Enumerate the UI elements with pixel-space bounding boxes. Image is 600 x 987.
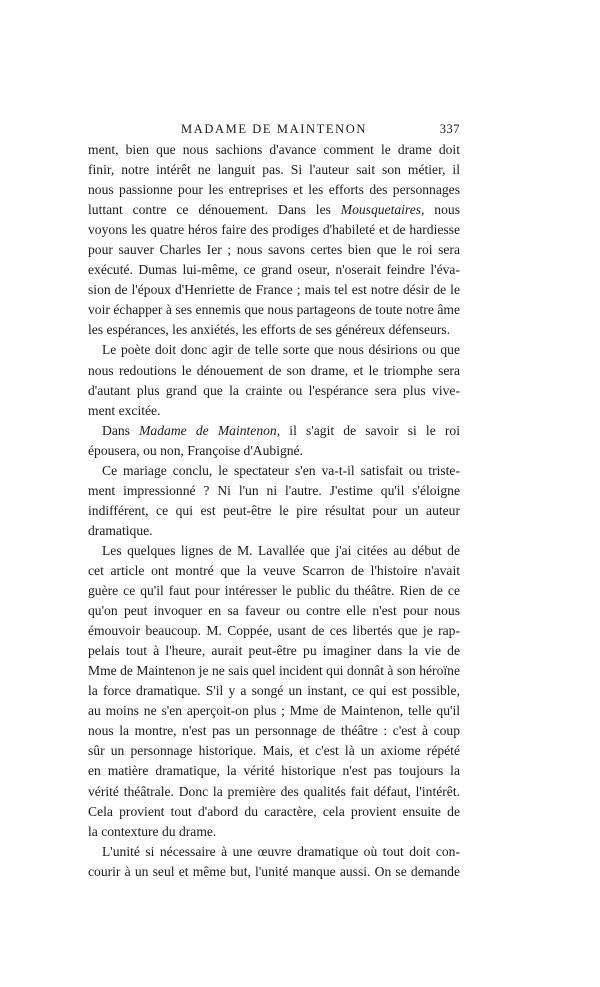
text-line: finir, notre intérêt ne languit pas. Si l'auteur sait son métier, il (88, 162, 460, 178)
text-line: exécuté. Dumas lui-même, ce grand oseur, n'oserait feindre l'éva- (88, 262, 460, 278)
text-line: guère ce qu'il faut pour intéresser le public du théâtre. Rien de ce (88, 583, 460, 599)
text-line: vérité théâtrale. Donc la première des qualités fait défaut, l'intérêt. (88, 783, 460, 799)
text-line: Cela provient tout d'abord du caractère, cela provient ensuite de (88, 803, 460, 819)
text-line: voyons les quatre héros faire des prodiges d'habileté et de hardiesse (88, 222, 460, 238)
text-line: ment, bien que nous sachions d'avance comment le drame doit (88, 142, 460, 157)
text-line: qu'on peut invoquer en sa faveur ou contre elle n'est pour nous (88, 603, 460, 619)
text-line: nous passionne pour les entreprises et les efforts des personnages (88, 182, 460, 198)
italic-title: Madame de Maintenon, (139, 422, 281, 438)
running-title: MADAME DE MAINTENON (181, 122, 367, 136)
text-line: la force dramatique. S'il y a songé un instant, ce qui est possible, (88, 683, 460, 699)
text-line: courir à un seul et même but, l'unité manque aussi. On se demande (88, 863, 460, 879)
text-line: pelais tout à l'heure, aurait peut-être pu imaginer dans la vie de (88, 643, 460, 659)
text-fragment: il s'agit de savoir si le roi (280, 422, 460, 438)
text-line: voir échapper à ses ennemis que nous partageons de toute notre âme (88, 302, 460, 318)
text-line: les espérances, les anxiétés, les efforts de ses généreux défenseurs. (88, 322, 451, 338)
text-line: Le poète doit donc agir de telle sorte que nous désirions ou que (102, 342, 460, 358)
text-line: cet article ont montré que la veuve Scarron de l'histoire n'avait (88, 562, 460, 578)
text-line: la contexture du drame. (88, 823, 217, 839)
text-line (88, 421, 460, 441)
text-line: ment excitée. (88, 402, 161, 418)
text-line: en matière dramatique, la vérité historique n'est pas toujours la (88, 763, 460, 779)
text-line: nous la montre, n'est pas un personnage de théâtre : c'est à coup (88, 723, 460, 739)
italic-title: Mousquetaires, (340, 202, 425, 218)
text-line: Mme de Maintenon je ne sais quel incident qui donnât à son héroïne (88, 663, 460, 679)
text-line: émouvoir beaucoup. M. Coppée, usant de ces libertés que je rap- (88, 623, 460, 639)
text-line: nous redoutions le dénouement de son drame, et le triomphe sera (88, 362, 460, 378)
text-line (88, 200, 460, 220)
text-line: pour sauver Charles Ier ; nous savons certes bien que le roi sera (88, 242, 460, 258)
text-line: au moins ne s'en aperçoit-on plus ; Mme de Maintenon, telle qu'il (88, 703, 460, 719)
text-line: d'autant plus grand que la crainte ou l'espérance sera plus vive- (88, 382, 460, 398)
text-line: indifférent, ce qui est peut-être le pire résultat pour un auteur (88, 502, 460, 518)
text-line: épousera, ou non, Françoise d'Aubigné. (88, 442, 303, 458)
body-text (88, 140, 460, 882)
text-fragment: Dans (102, 422, 140, 438)
text-fragment: luttant contre ce dénouement. Dans les (88, 202, 341, 218)
text-line: L'unité si nécessaire à une œuvre dramatique où tout doit con- (102, 843, 460, 859)
text-line: dramatique. (88, 522, 153, 538)
text-fragment: nous (424, 202, 460, 218)
text-line: sion de l'époux d'Henriette de France ; mais tel est notre désir de le (88, 282, 460, 298)
page-number: 337 (439, 122, 460, 136)
text-line: sûr un personnage historique. Mais, et c'est là un axiome répété (88, 743, 460, 759)
text-line: Les quelques lignes de M. Lavallée que j'ai citées au début de (102, 542, 460, 558)
running-head (88, 122, 460, 138)
text-line: ment impressionné ? Ni l'un ni l'autre. J'estime qu'il s'éloigne (88, 482, 460, 498)
text-line: Ce mariage conclu, le spectateur s'en va-t-il satisfait ou triste- (102, 462, 460, 478)
